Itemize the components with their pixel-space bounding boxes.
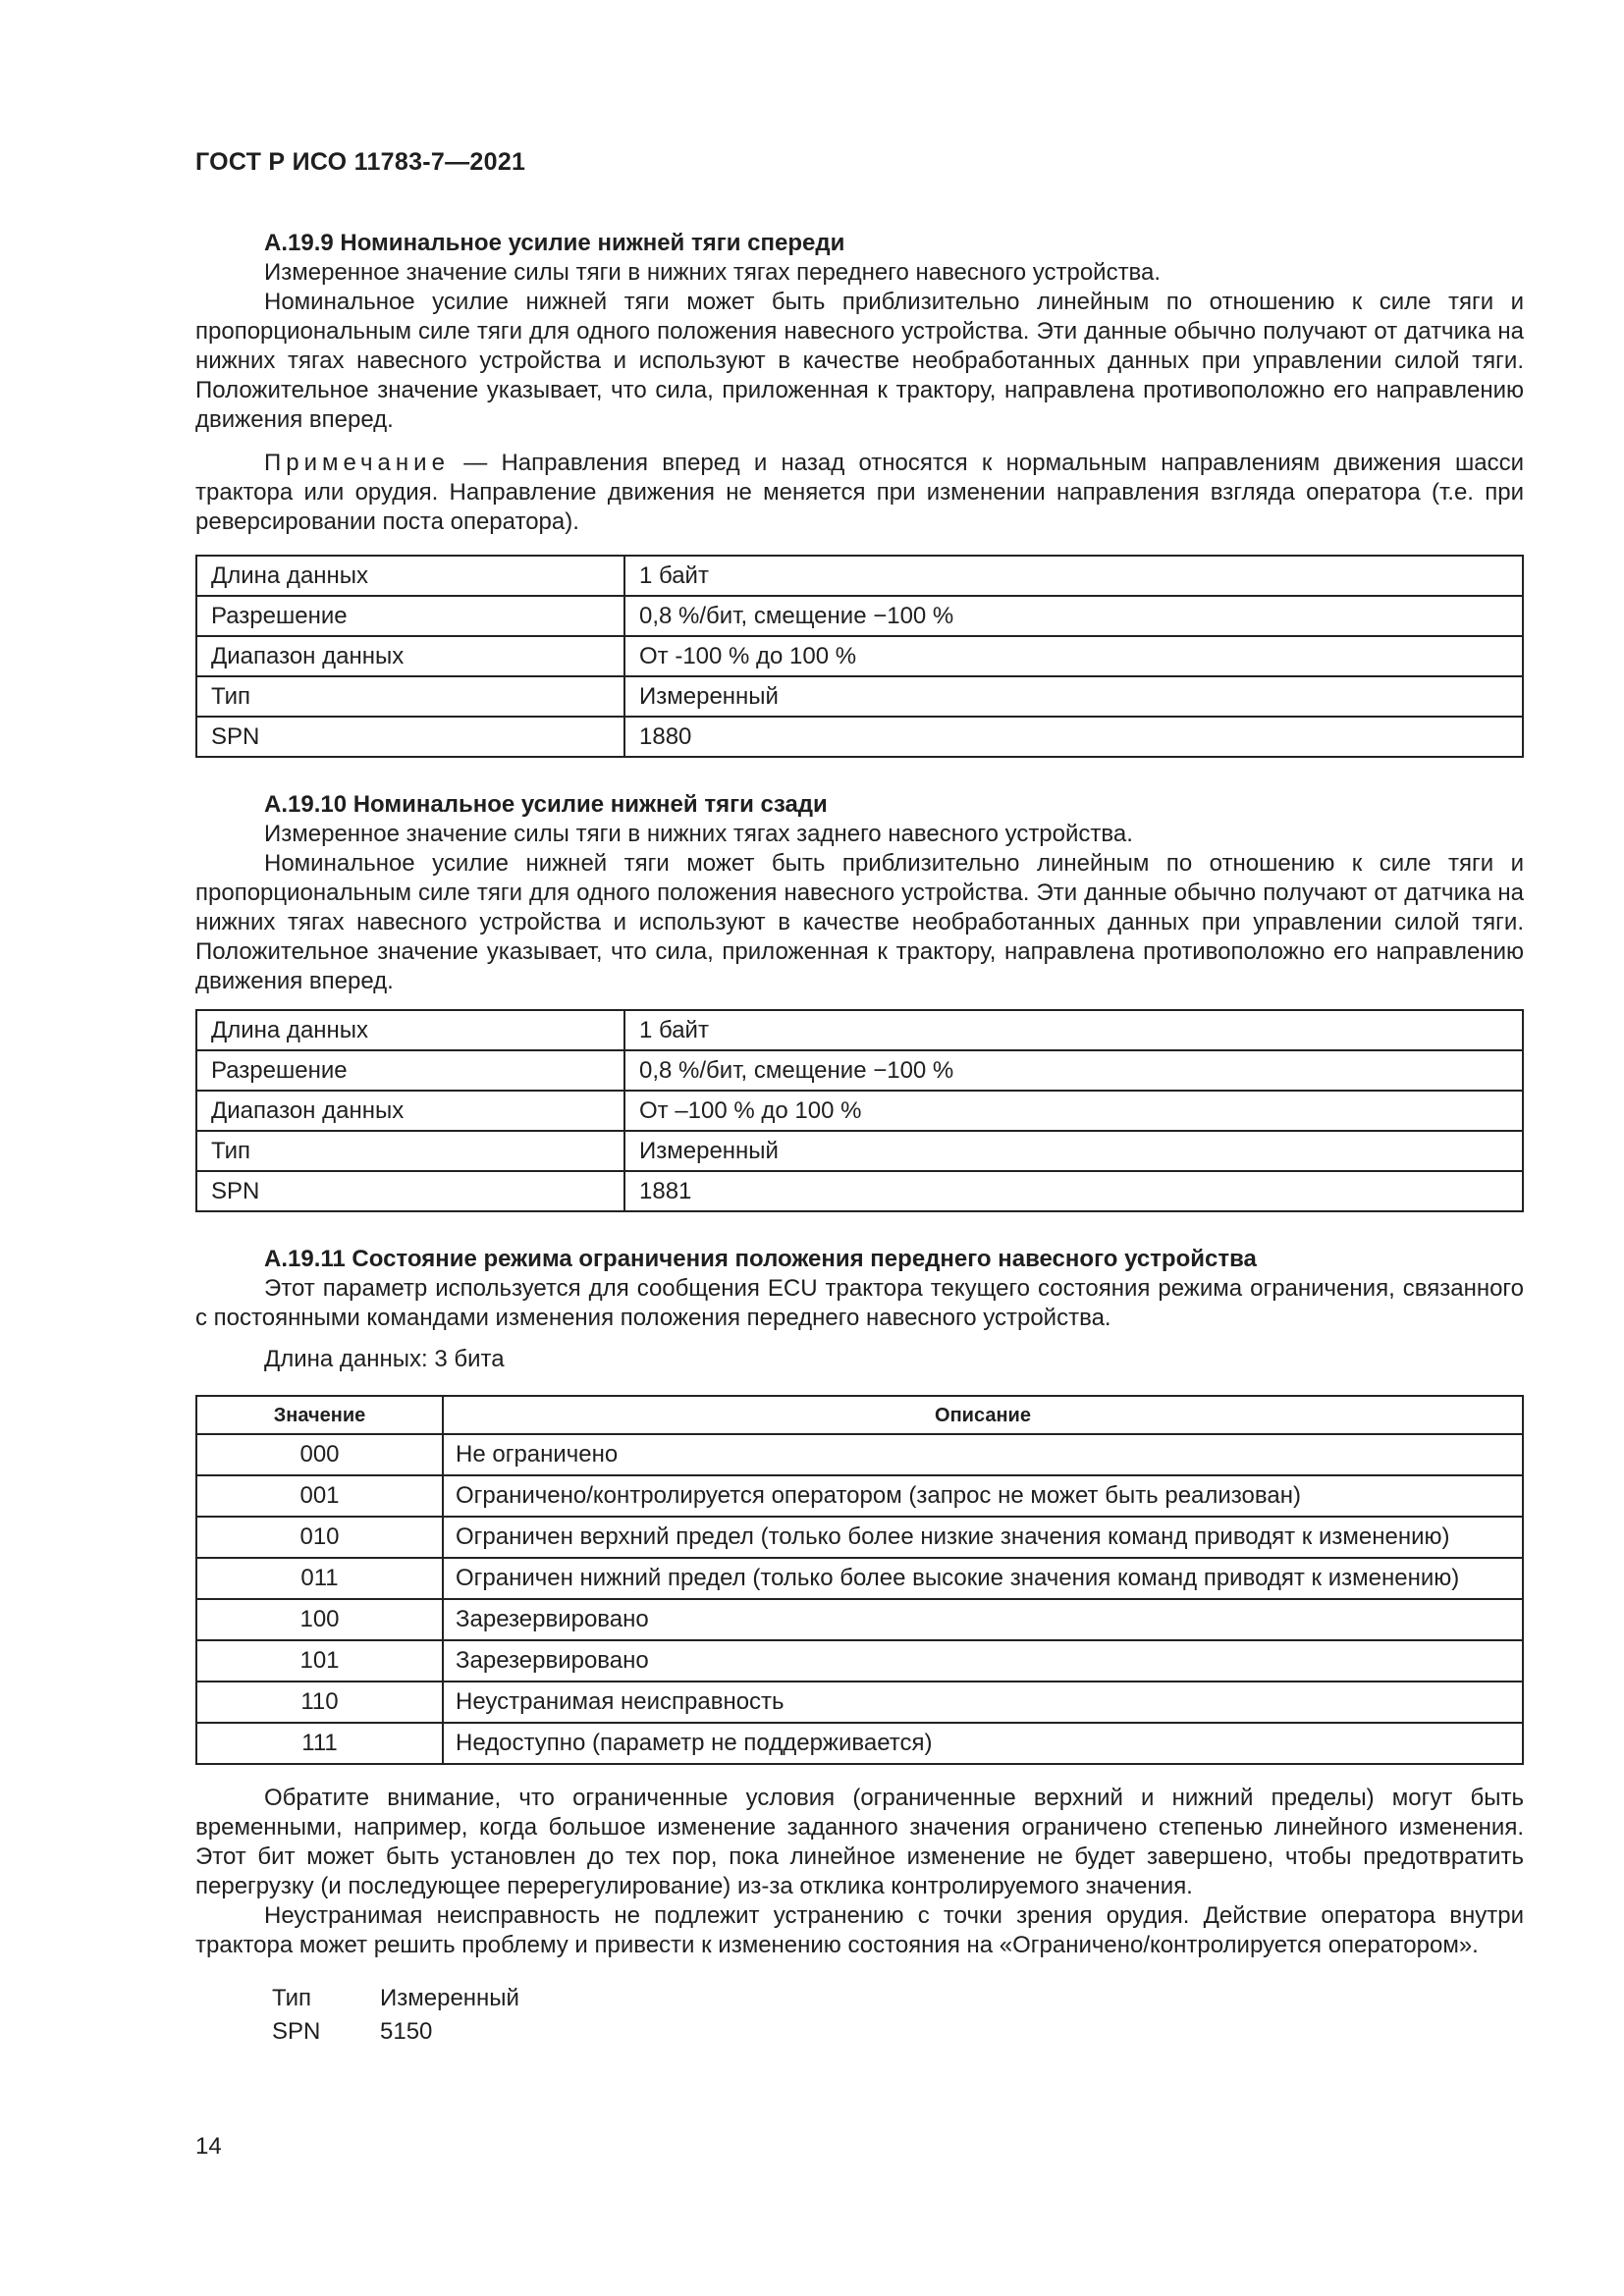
param-name: Диапазон данных	[196, 636, 624, 676]
param-name: Длина данных	[196, 1010, 624, 1050]
table-row	[196, 1558, 1523, 1599]
section-a19-10	[195, 790, 1524, 996]
document-code-header: ГОСТ Р ИСО 11783-7—2021	[195, 148, 526, 176]
section-a19-9	[195, 229, 1524, 537]
param-name: Длина данных	[196, 556, 624, 596]
description-cell: Неустранимая неисправность	[443, 1682, 1523, 1723]
description-cell: Ограничено/контролируется оператором (запрос не может быть реализован)	[443, 1475, 1523, 1517]
section-title: А.19.11 Состояние режима ограничения положения переднего навесного устройства	[264, 1246, 1257, 1272]
table-row	[196, 1517, 1523, 1558]
code-cell: 011	[196, 1558, 443, 1599]
section-title: А.19.9 Номинальное усилие нижней тяги спереди	[264, 230, 845, 256]
code-cell: 110	[196, 1682, 443, 1723]
spn-value: 5150	[380, 2018, 433, 2045]
paragraph: Этот параметр используется для сообщения ECU трактора текущего состояния режима ограничения, связанного с постоянными командами изменения положения переднего навесного устройства.	[195, 1275, 1524, 1331]
description-cell: Не ограничено	[443, 1434, 1523, 1475]
table-header-row	[196, 1396, 1523, 1434]
paragraph: Обратите внимание, что ограниченные условия (ограниченные верхний и нижний пределы) могут быть временными, например, когда большое изменение заданного значения ограничено степенью линейного изменения. Этот бит может быть установлен до тех пор, пока линейное изменение не будет завершено, чтобы предотвратить перегрузку (и последующее перерегулирование) из-за отклика контролируемого значения.	[195, 1785, 1524, 1899]
table-row	[196, 556, 1523, 596]
table-row	[196, 1599, 1523, 1640]
code-cell: 111	[196, 1723, 443, 1764]
description-cell: Зарезервировано	[443, 1599, 1523, 1640]
paragraph: Неустранимая неисправность не подлежит устранению с точки зрения орудия. Действие оператора внутри трактора может решить проблему и привести к изменению состояния на «Ограничено/контролируется оператором».	[195, 1902, 1524, 1958]
table-row	[196, 1682, 1523, 1723]
param-name: SPN	[196, 1171, 624, 1211]
param-value: Измеренный	[624, 1131, 1523, 1171]
code-cell: 010	[196, 1517, 443, 1558]
code-cell: 101	[196, 1640, 443, 1682]
table-row	[196, 1050, 1523, 1091]
type-value: Измеренный	[380, 1985, 519, 2011]
table-row	[196, 676, 1523, 717]
description-cell: Ограничен верхний предел (только более низкие значения команд приводят к изменению)	[443, 1517, 1523, 1558]
param-name: Разрешение	[196, 596, 624, 636]
type-spn-list	[272, 1982, 519, 2049]
data-length-label: Длина данных: 3 бита	[264, 1346, 505, 1372]
description-cell: Зарезервировано	[443, 1640, 1523, 1682]
table-row	[196, 636, 1523, 676]
column-header-value: Значение	[196, 1396, 443, 1434]
table-a19-10	[195, 1009, 1524, 1212]
param-value: 0,8 %/бит, смещение −100 %	[624, 1050, 1523, 1091]
param-value: От -100 % до 100 %	[624, 636, 1523, 676]
param-value: От –100 % до 100 %	[624, 1091, 1523, 1131]
table-row	[196, 1091, 1523, 1131]
table-row	[196, 596, 1523, 636]
paragraph: Измеренное значение силы тяги в нижних тягах переднего навесного устройства.	[264, 259, 1162, 286]
param-value: 0,8 %/бит, смещение −100 %	[624, 596, 1523, 636]
code-cell: 000	[196, 1434, 443, 1475]
column-header-description: Описание	[443, 1396, 1523, 1434]
param-name: Тип	[196, 676, 624, 717]
page-number: 14	[195, 2133, 222, 2160]
param-value: Измеренный	[624, 676, 1523, 717]
description-cell: Недоступно (параметр не поддерживается)	[443, 1723, 1523, 1764]
table-row	[196, 717, 1523, 757]
param-name: Тип	[196, 1131, 624, 1171]
note-text: — Направления вперед и назад относятся к нормальным направлениям движения шасси трактора или орудия. Направление движения не меняется при изменении направления взгляда оператора (т.е. при реверсировании поста оператора).	[195, 450, 1524, 535]
paragraph: Измеренное значение силы тяги в нижних тягах заднего навесного устройства.	[264, 821, 1133, 847]
code-cell: 001	[196, 1475, 443, 1517]
note-label: Примечание	[264, 450, 450, 476]
table-row	[196, 1475, 1523, 1517]
table-a19-9	[195, 555, 1524, 758]
section-a19-11	[195, 1245, 1524, 1374]
param-value: 1881	[624, 1171, 1523, 1211]
code-cell: 100	[196, 1599, 443, 1640]
paragraph: Номинальное усилие нижней тяги может быть приблизительно линейным по отношению к силе тяги и пропорциональным силе тяги для одного положения навесного устройства. Эти данные обычно получают от датчика на нижних тягах навесного устройства и используют в качестве необработанных данных при управлении силой тяги. Положительное значение указывает, что сила, приложенная к трактору, направлена противоположно его направлению движения вперед.	[195, 850, 1524, 994]
param-value: 1880	[624, 717, 1523, 757]
section-a19-11-notes	[195, 1784, 1524, 2049]
table-row	[196, 1010, 1523, 1050]
table-row	[196, 1723, 1523, 1764]
codes-table-a19-11	[195, 1395, 1524, 1765]
description-cell: Ограничен нижний предел (только более высокие значения команд приводят к изменению)	[443, 1558, 1523, 1599]
paragraph: Номинальное усилие нижней тяги может быть приблизительно линейным по отношению к силе тяги и пропорциональным силе тяги для одного положения навесного устройства. Эти данные обычно получают от датчика на нижних тягах навесного устройства и используют в качестве необработанных данных при управлении силой тяги. Положительное значение указывает, что сила, приложенная к трактору, направлена противоположно его направлению движения вперед.	[195, 289, 1524, 433]
param-name: SPN	[196, 717, 624, 757]
spn-label: SPN	[272, 2018, 321, 2045]
note-paragraph	[195, 449, 1524, 537]
table-row	[196, 1131, 1523, 1171]
param-name: Диапазон данных	[196, 1091, 624, 1131]
table-row	[196, 1171, 1523, 1211]
table-row	[196, 1640, 1523, 1682]
param-value: 1 байт	[624, 1010, 1523, 1050]
param-value: 1 байт	[624, 556, 1523, 596]
section-title: А.19.10 Номинальное усилие нижней тяги сзади	[264, 791, 828, 818]
type-label: Тип	[272, 1985, 312, 2011]
param-name: Разрешение	[196, 1050, 624, 1091]
table-row	[196, 1434, 1523, 1475]
